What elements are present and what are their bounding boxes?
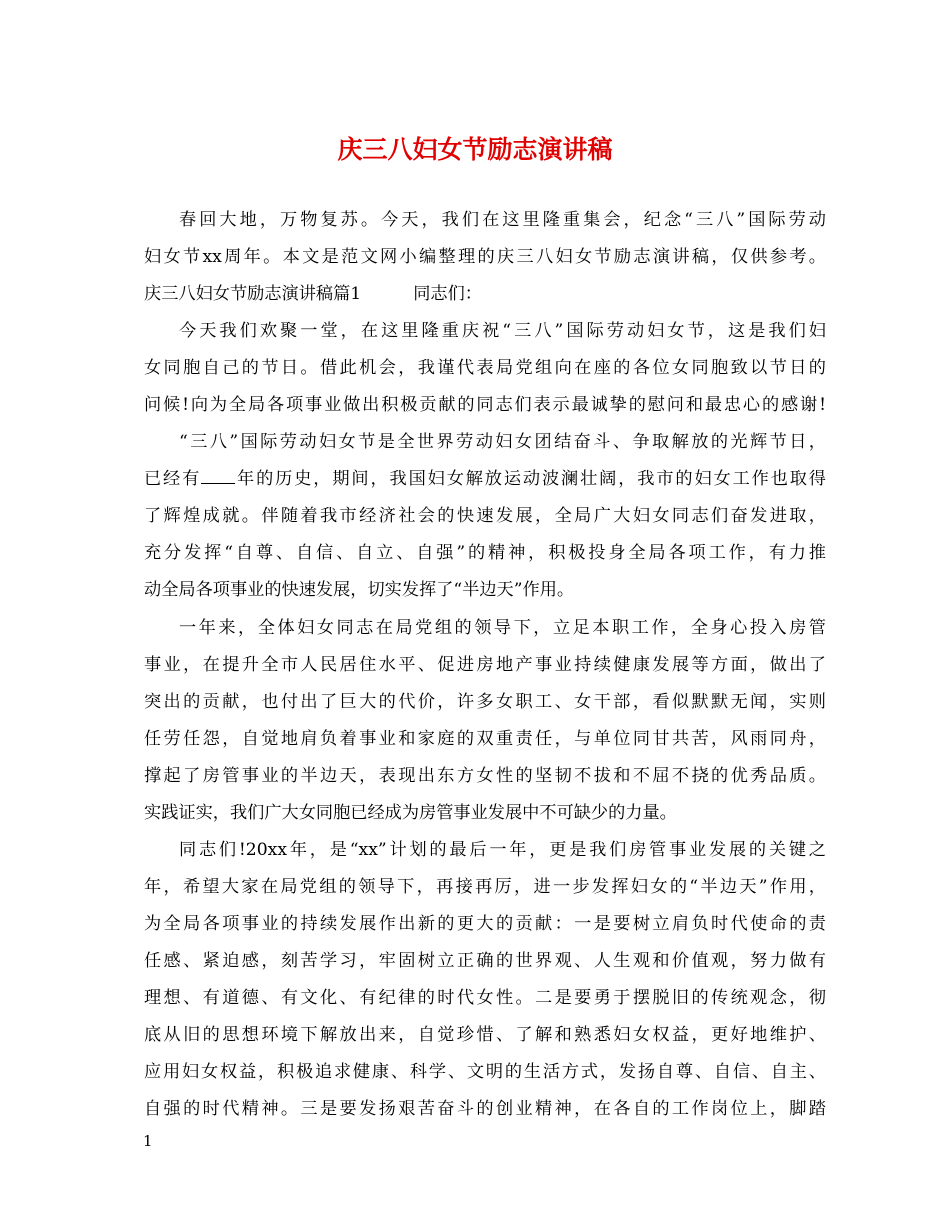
salutation: 同志们：: [413, 284, 482, 305]
text-line: [144, 461, 826, 498]
text-line: 春回大地，万物复苏。今天，我们在这里隆重集会，纪念“三八”国际劳动: [179, 210, 826, 230]
text-line: 了辉煌成就。伴随着我市经济社会的快速发展，全局广大妇女同志们奋发进取，: [144, 506, 826, 527]
text-line: 为全局各项事业的持续发展作出新的更大的贡献：一是要树立肩负时代使命的责: [144, 913, 826, 934]
text-line: 同志们!20xx年，是“xx”计划的最后一年，更是我们房管事业发展的关键之: [179, 839, 826, 860]
text-line: 今天我们欢聚一堂，在这里隆重庆祝“三八”国际劳动妇女节，这是我们妇: [179, 321, 826, 342]
text-line: 女同胞自己的节日。借此机会，我谨代表局党组向在座的各位女同胞致以节日的: [144, 358, 826, 379]
document-title: 庆三八妇女节励志演讲稿: [337, 135, 613, 164]
text-line: 任劳任怨，自觉地肩负着事业和家庭的双重责任，与单位同甘共苦，风雨同舟，: [144, 728, 826, 749]
fill-in-blank: [201, 468, 235, 484]
text-line: 一年来，全体妇女同志在局党组的领导下，立足本职工作，全身心投入房管: [179, 617, 826, 638]
text-line: 任感、紧迫感，刻苦学习，牢固树立正确的世界观、人生观和价值观，努力做有: [144, 950, 826, 971]
text-line: 突出的贡献，也付出了巨大的代价，许多女职工、女干部，看似默默无闻，实则: [144, 691, 826, 712]
text-line: 问候!向为全局各项事业做出积极贡献的同志们表示最诚挚的慰问和最忠心的感谢!: [144, 395, 826, 416]
text-line: 撑起了房管事业的半边天，表现出东方女性的坚韧不拔和不屈不挠的优秀品质。: [144, 765, 826, 786]
text-line: 实践证实，我们广大女同胞已经成为房管事业发展中不可缺少的力量。: [144, 802, 677, 823]
text-line: 动全局各项事业的快速发展，切实发挥了“半边天”作用。: [144, 580, 575, 601]
text-line: “三八”国际劳动妇女节是全世界劳动妇女团结奋斗、争取解放的光辉节日，: [179, 432, 826, 453]
document-body: [144, 202, 826, 1128]
section-heading: 庆三八妇女节励志演讲稿篇1: [144, 284, 362, 305]
text-line: 理想、有道德、有文化、有纪律的时代女性。二是要勇于摆脱旧的传统观念，彻: [144, 987, 826, 1008]
text-line: 年，希望大家在局党组的领导下，再接再厉，进一步发挥妇女的“半边天”作用，: [144, 876, 826, 897]
text-line: 自强的时代精神。三是要发扬艰苦奋斗的创业精神，在各自的工作岗位上，脚踏: [144, 1099, 826, 1120]
text-fragment: 年的历史，期间，我国妇女解放运动波澜壮阔，我市的妇女工作也取得: [235, 469, 826, 490]
text-line: 底从旧的思想环境下解放出来，自觉珍惜、了解和熟悉妇女权益，更好地维护、: [144, 1025, 826, 1046]
text-line: 事业，在提升全市人民居住水平、促进房地产事业持续健康发展等方面，做出了: [144, 654, 826, 675]
text-line: [144, 276, 826, 313]
text-line: 应用妇女权益，积极追求健康、科学、文明的生活方式，发扬自尊、自信、自主、: [144, 1062, 826, 1083]
text-fragment: 已经有: [144, 469, 202, 490]
text-line: 妇女节xx周年。本文是范文网小编整理的庆三八妇女节励志演讲稿，仅供参考。: [144, 247, 826, 268]
page-number: 1: [143, 1132, 153, 1150]
text-line: 充分发挥“自尊、自信、自立、自强”的精神，积极投身全局各项工作，有力推: [144, 543, 826, 564]
